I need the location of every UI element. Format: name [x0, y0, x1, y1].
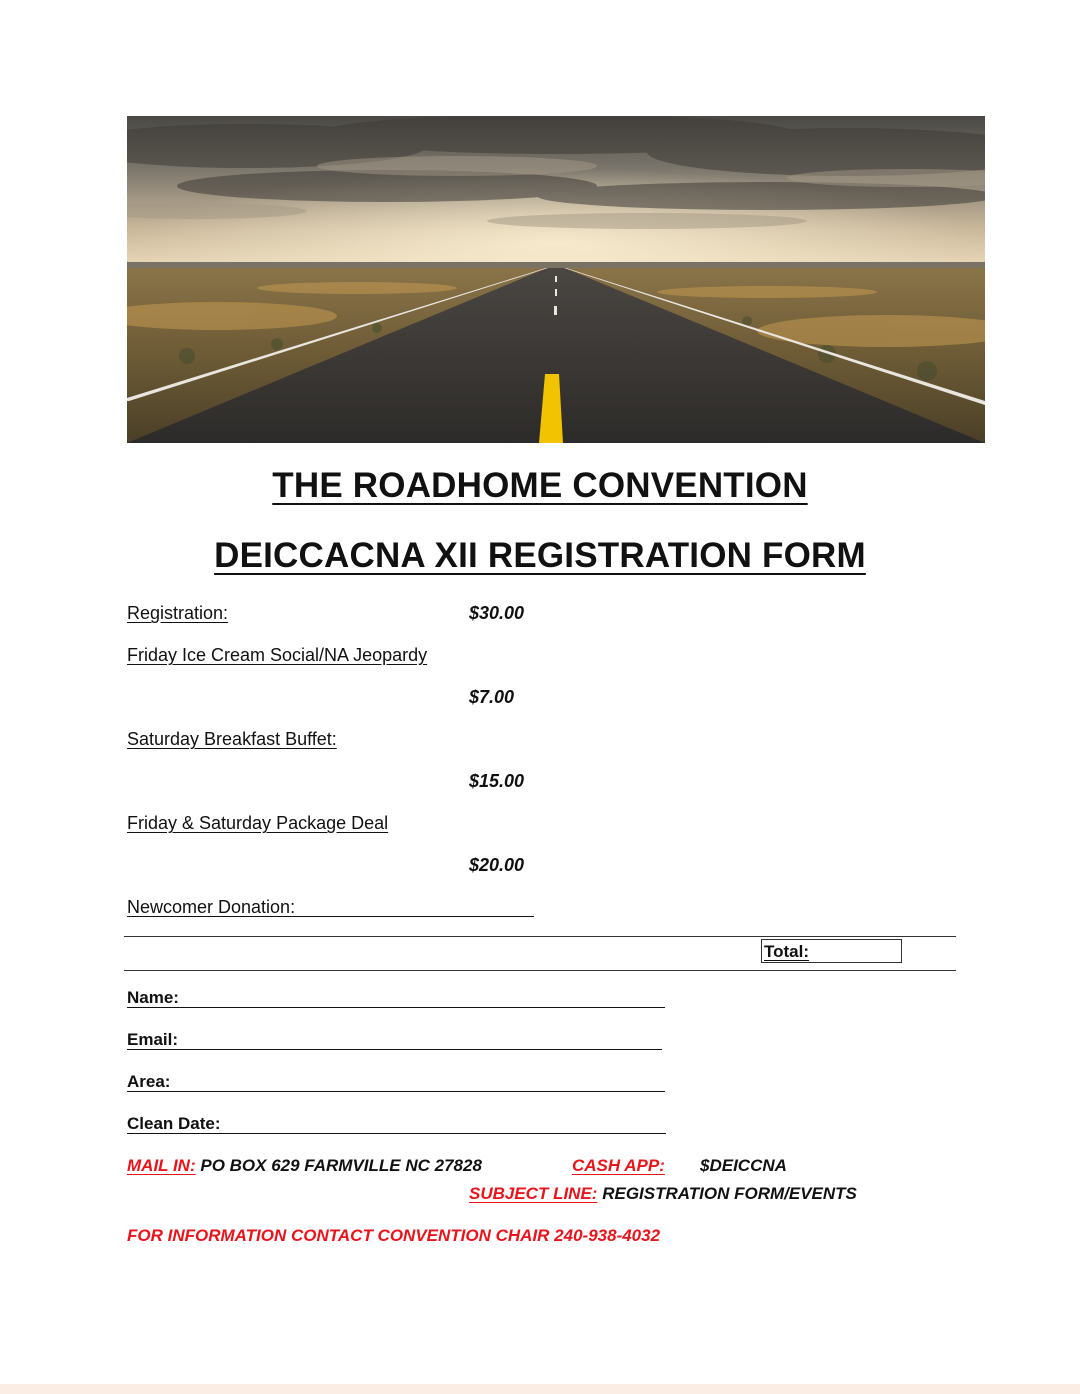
- newcomer-donation-field[interactable]: [127, 916, 534, 917]
- email-label: Email:: [127, 1030, 179, 1049]
- mail-in-label: MAIL IN:: [127, 1156, 196, 1175]
- cash-app-label: CASH APP:: [572, 1156, 665, 1175]
- page-bottom-edge: [0, 1384, 1080, 1394]
- email-field[interactable]: [127, 1049, 662, 1050]
- clean-date-label: Clean Date:: [127, 1114, 221, 1133]
- divider-top: [124, 936, 956, 937]
- subject-line-value: REGISTRATION FORM/EVENTS: [602, 1184, 857, 1203]
- cash-app-handle: $DEICCNA: [700, 1156, 787, 1175]
- contact-info: FOR INFORMATION CONTACT CONVENTION CHAIR 240-938-4032: [127, 1226, 661, 1245]
- total-field[interactable]: [761, 939, 902, 963]
- divider-bottom: [124, 970, 956, 971]
- ice-cream-social-label: Friday Ice Cream Social/NA Jeopardy: [127, 645, 428, 665]
- road-banner-image: [127, 116, 985, 443]
- total-label: Total:: [764, 942, 810, 961]
- mail-in-address: PO BOX 629 FARMVILLE NC 27828: [200, 1156, 482, 1175]
- mail-in-line: [127, 1156, 482, 1176]
- newcomer-donation-label: Newcomer Donation:: [127, 897, 296, 917]
- subject-line: [469, 1184, 857, 1204]
- package-deal-label: Friday & Saturday Package Deal: [127, 813, 389, 833]
- area-label: Area:: [127, 1072, 171, 1091]
- name-label: Name:: [127, 988, 179, 1007]
- breakfast-buffet-label: Saturday Breakfast Buffet:: [127, 729, 337, 749]
- clean-date-field[interactable]: [127, 1133, 666, 1134]
- ice-cream-social-price: $7.00: [469, 687, 515, 707]
- form-title: DEICCACNA XII REGISTRATION FORM: [214, 536, 866, 575]
- breakfast-buffet-price: $15.00: [469, 771, 525, 791]
- convention-title: THE ROADHOME CONVENTION: [272, 466, 808, 505]
- package-deal-price: $20.00: [469, 855, 525, 875]
- subject-line-label: SUBJECT LINE:: [469, 1184, 598, 1203]
- name-field[interactable]: [127, 1007, 665, 1008]
- registration-label: Registration:: [127, 603, 229, 623]
- registration-price: $30.00: [469, 603, 525, 623]
- area-field[interactable]: [127, 1091, 665, 1092]
